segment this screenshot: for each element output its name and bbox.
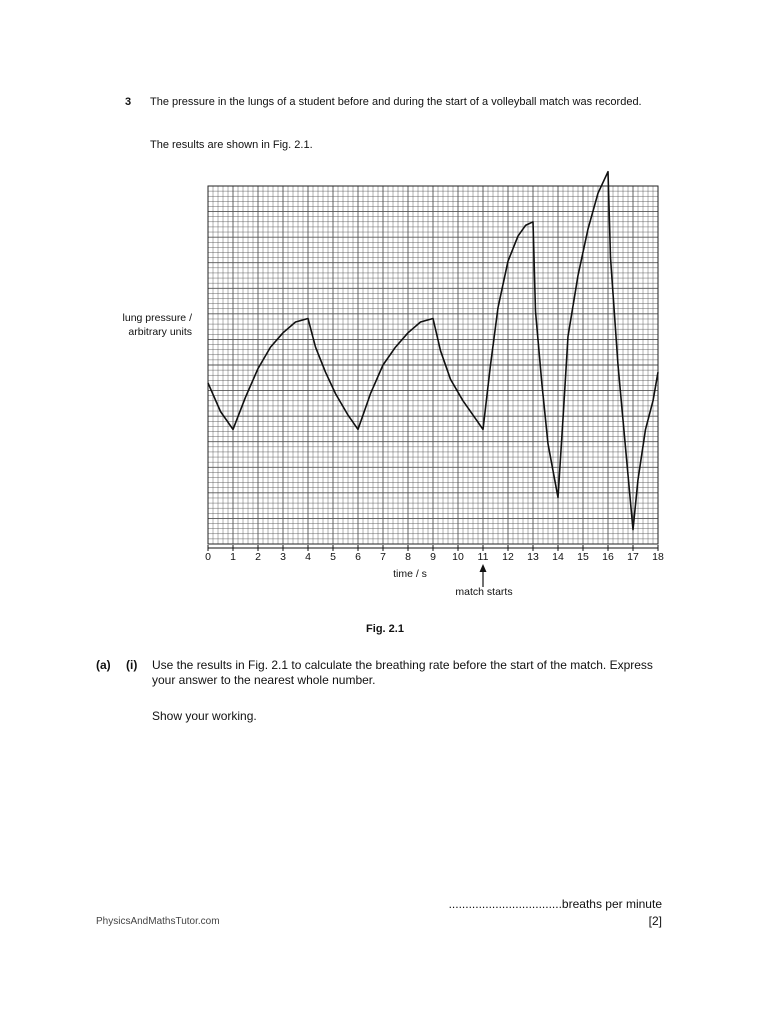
match-arrow-head xyxy=(480,564,487,572)
x-tick-label: 16 xyxy=(602,551,614,563)
part-label: (a) xyxy=(96,658,111,672)
x-tick-label: 7 xyxy=(380,551,386,563)
footer-text: PhysicsAndMathsTutor.com xyxy=(96,916,220,927)
figure-caption: Fig. 2.1 xyxy=(366,623,404,635)
x-tick-label: 3 xyxy=(280,551,286,563)
x-tick-label: 18 xyxy=(652,551,664,563)
marks-label: [2] xyxy=(648,914,662,928)
x-tick-label: 15 xyxy=(577,551,589,563)
x-tick-label: 8 xyxy=(405,551,411,563)
show-working-text: Show your working. xyxy=(152,709,257,723)
page-footer xyxy=(96,916,266,928)
subpart-label: (i) xyxy=(126,658,138,672)
question-part-text: Use the results in Fig. 2.1 to calculate the breathing rate before the start of the match. Express your answer to the nearest whole number. xyxy=(152,658,653,687)
match-starts-label: match starts xyxy=(455,586,513,598)
x-axis-label: time / s xyxy=(393,568,427,580)
results-line: The results are shown in Fig. 2.1. xyxy=(150,139,313,151)
y-axis-label: lung pressure / arbitrary units xyxy=(122,312,192,338)
x-tick-label: 10 xyxy=(452,551,464,563)
x-tick-label: 6 xyxy=(355,551,361,563)
chart-x-axis xyxy=(205,545,664,587)
x-tick-label: 14 xyxy=(552,551,564,563)
x-tick-label: 12 xyxy=(502,551,514,563)
x-tick-label: 11 xyxy=(477,551,489,563)
x-tick-label: 17 xyxy=(627,551,639,563)
x-tick-label: 13 xyxy=(527,551,539,563)
question-intro: The pressure in the lungs of a student before and during the start of a volleyball match was recorded. xyxy=(150,96,642,108)
x-tick-label: 0 xyxy=(205,551,211,563)
chart-grid xyxy=(208,186,658,544)
answer-line[interactable]: ..................................breaths per minute xyxy=(448,897,662,911)
question-number: 3 xyxy=(125,96,132,108)
x-tick-label: 5 xyxy=(330,551,336,563)
x-tick-label: 9 xyxy=(430,551,436,563)
x-tick-label: 1 xyxy=(230,551,236,563)
x-tick-label: 4 xyxy=(305,551,311,563)
x-tick-label: 2 xyxy=(255,551,261,563)
